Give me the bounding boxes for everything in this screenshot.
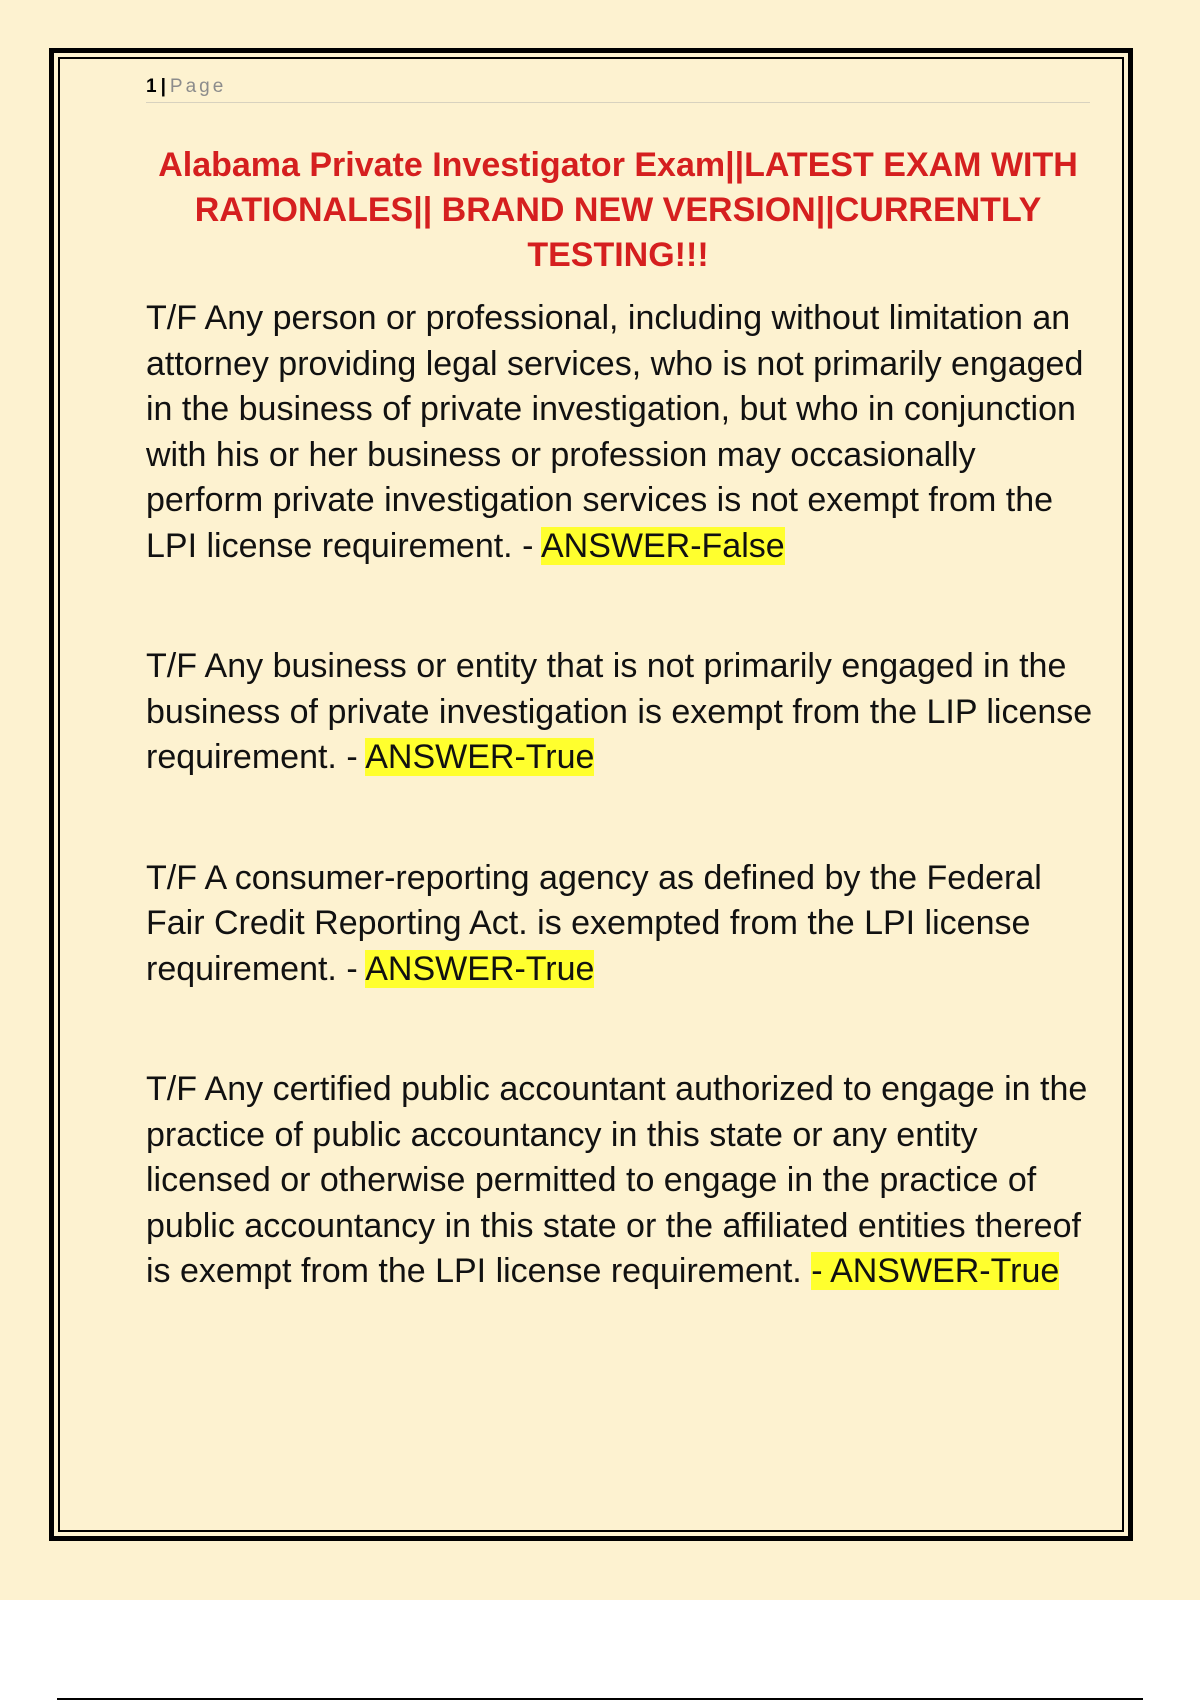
question-item — [146, 296, 1096, 569]
question-text: T/F A consumer-reporting agency as defined by the Federal Fair Credit Reporting Act. is exempted from the LPI license requirement. - — [146, 858, 1042, 988]
page-label: Page — [169, 76, 227, 97]
question-item — [146, 1067, 1096, 1295]
page-header-separator: | — [160, 76, 166, 97]
question-text: T/F Any business or entity that is not primarily engaged in the business of private investigation is exempt from the LIP license requirement. - — [146, 647, 1093, 776]
question-text: T/F Any person or professional, including without limitation an attorney providing legal services, who is not primarily engaged in the business of private investigation, but who in conjunction with his or her business or profession may occasionally perform private investigation services is not exempt from the LPI license requirement. - — [146, 299, 1084, 565]
answer-highlight: - ANSWER-True — [811, 1252, 1060, 1290]
answer-highlight: ANSWER-True — [365, 738, 595, 776]
page-header — [146, 74, 1090, 103]
answer-highlight: ANSWER-False — [540, 526, 785, 565]
document-title: Alabama Private Investigator Exam||LATEST EXAM WITH RATIONALES|| BRAND NEW VERSION||CURRENTLY TESTING!!! — [158, 146, 1078, 274]
question-item — [146, 856, 1096, 993]
page-number: 1 — [146, 76, 157, 97]
question-list — [146, 296, 1096, 1295]
question-item — [146, 644, 1096, 781]
answer-highlight: ANSWER-True — [365, 949, 595, 988]
question-text: T/F Any certified public accountant authorized to engage in the practice of public accountancy in this state or any entity licensed or otherwise permitted to engage in the practice of public accountancy in this state or the affiliated entities thereof is exempt from the LPI license requirement. — [146, 1070, 1088, 1290]
